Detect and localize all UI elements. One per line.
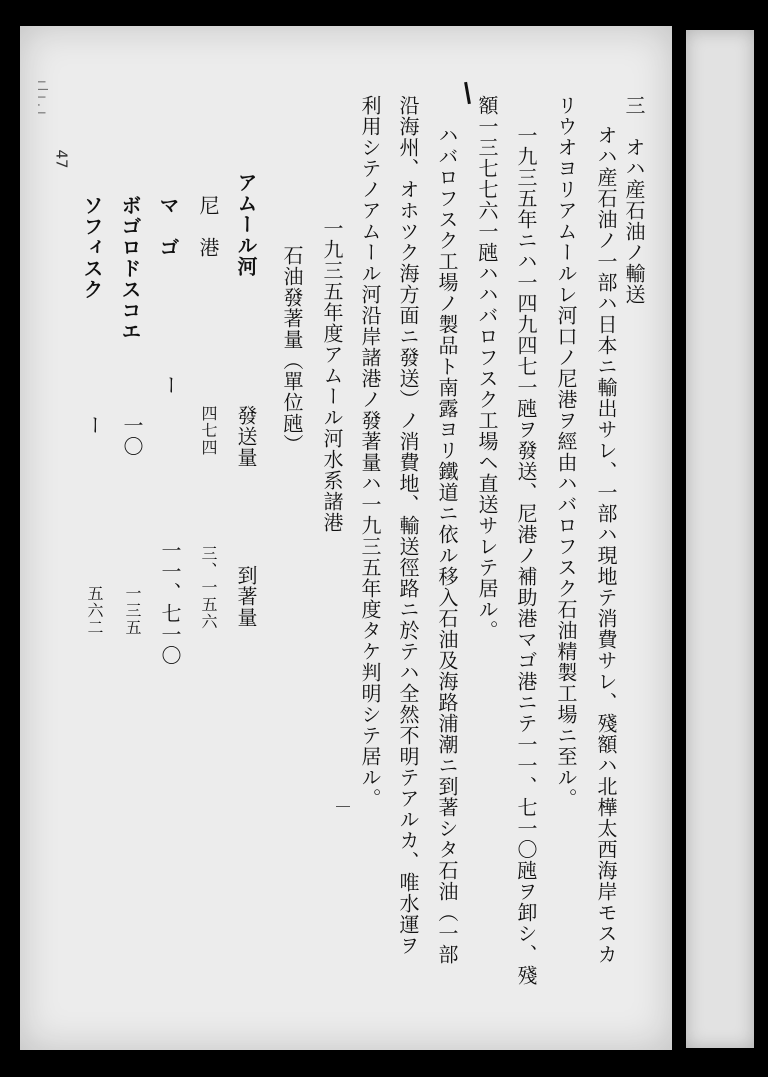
port-name: マ ゴ (156, 195, 180, 258)
adjacent-page-edge (686, 30, 754, 1048)
port-name: ソフィスク (80, 195, 104, 300)
table-title: 一九三五年度アムール河水系諸港 (320, 218, 344, 533)
paragraph-line-6: 沿海州、オホツク海方面ニ發送）ノ消費地、輸送徑路ニ於テハ全然不明テアルカ、唯水運ヲ (396, 95, 420, 956)
text-dash (336, 806, 350, 807)
page-edge-smudge: ılı.ı (34, 80, 49, 119)
paragraph-line-7: 利用シテノアムール河沿岸諸港ノ發著量ハ一九三五年度タケ判明シテ居ル。 (358, 95, 382, 809)
port-name: 尼 港 (196, 195, 220, 258)
paragraph-line-1: オハ産石油ノ一部ハ日本ニ輸出サレ、一部ハ現地テ消費サレ、殘額ハ北樺太西海岸モスカ (594, 125, 618, 965)
port-name: ボゴロドスコエ (118, 195, 142, 342)
table-subtitle: 石油發著量（單位瓲） (280, 245, 304, 455)
header-shipped: 發送量 (234, 405, 258, 468)
port-name: アムール河 (234, 172, 258, 277)
section-title: 三 オハ産石油ノ輸送 (622, 95, 646, 305)
paragraph-line-2: リウオヨリアムールレ河口ノ尼港ヲ經由ハバロフスク石油精製工場ニ至ル。 (554, 95, 578, 809)
header-arrived: 到著量 (234, 565, 258, 628)
shipped-value: ー (82, 415, 106, 436)
book-gutter (672, 26, 686, 1050)
shipped-value: ー (158, 375, 182, 396)
arrived-value: 一三五 (123, 585, 142, 636)
arrived-value: 五六二 (85, 585, 104, 636)
paragraph-line-5: ハバロフスク工場ノ製品ト南露ヨリ鐵道ニ依ル移入石油及海路浦潮ニ到著シタ石油（一部 (435, 125, 459, 965)
paragraph-line-4: 額一三七七六一瓲ハハバロフスク工場ヘ直送サレテ居ル。 (475, 95, 499, 641)
shipped-value: 四七四 (199, 405, 218, 456)
arrived-value: 一一、七一〇 (158, 540, 182, 666)
page-number: 47 (52, 149, 71, 169)
shipped-value: 一〇 (120, 415, 144, 457)
paragraph-line-3: 一九三五年ニハ一四九四七一瓲ヲ發送、尼港ノ補助港マゴ港ニテ一一、七一〇瓲ヲ卸シ、殘 (514, 125, 538, 986)
arrived-value: 三、一五六 (199, 545, 218, 630)
